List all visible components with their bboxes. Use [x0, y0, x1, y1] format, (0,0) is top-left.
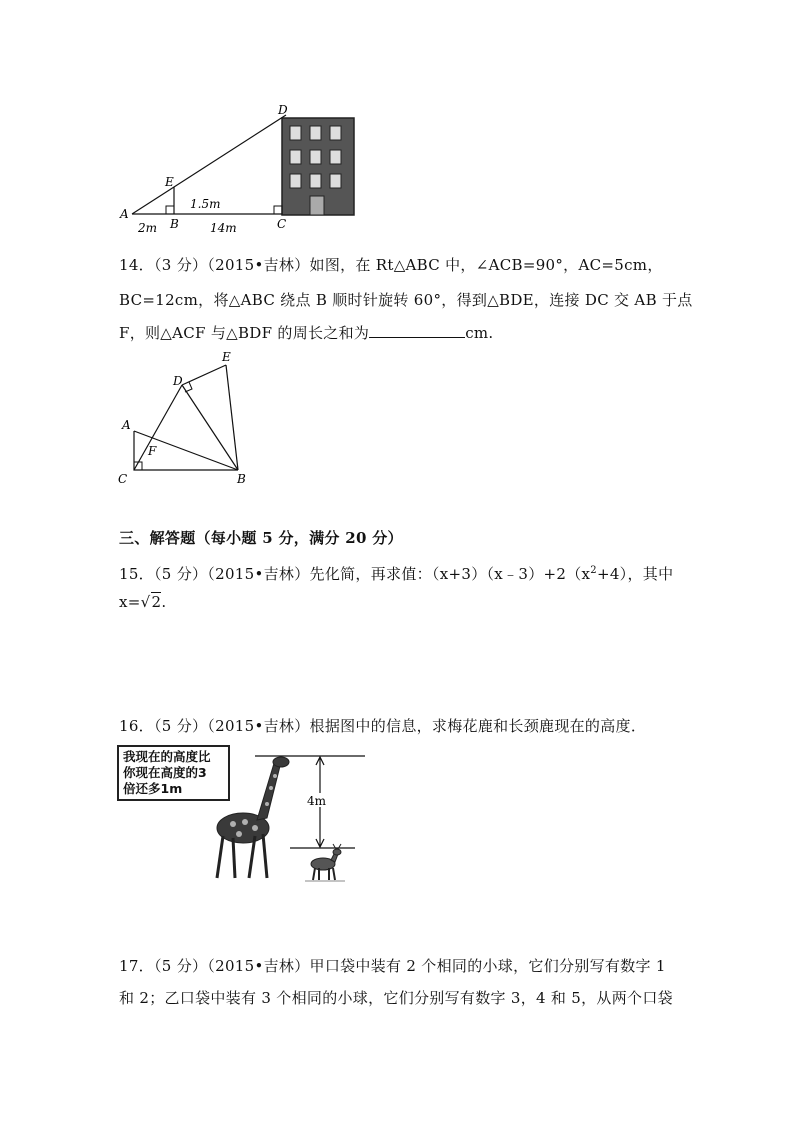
dimension-label: 4m	[307, 794, 327, 808]
q14-line1: 14．（3 分）（2015•吉林）如图，在 Rt△ABC 中，∠ACB=90°，AC=5cm，	[119, 256, 663, 274]
label-D: D	[173, 374, 183, 388]
length-EB: 1.5m	[190, 197, 221, 211]
q14-line3-text: F，则△ACF 与△BDF 的周长之和为	[119, 324, 370, 342]
length-AB: 2m	[138, 221, 158, 235]
q14-line3-unit: cm.	[465, 324, 494, 342]
speech-line-2: 你现在高度的3	[123, 765, 207, 780]
q14-line2: BC=12cm，将△ABC 绕点 B 顺时针旋转 60°，得到△BDE，连接 DC 交 AB 于点	[119, 291, 693, 309]
label-F: F	[148, 444, 157, 458]
speech-line-3: 倍还多1m	[123, 781, 183, 796]
q16-text: 16．（5 分）（2015•吉林）根据图中的信息，求梅花鹿和长颈鹿现在的高度．	[119, 717, 647, 735]
radical-sign: √	[140, 593, 151, 611]
giraffe-image	[217, 757, 289, 878]
label-A: A	[122, 418, 131, 432]
rotation-triangle-figure	[112, 345, 262, 490]
q15-period: .	[161, 593, 167, 611]
label-D: D	[278, 103, 288, 117]
radicand: 2	[151, 593, 162, 611]
q15-line1-text: 15．（5 分）（2015•吉林）先化简，再求值：（x+3）（x﹣3）+2（x	[119, 565, 591, 583]
length-BC: 14m	[210, 221, 237, 235]
q15-line1	[119, 561, 673, 584]
label-A: A	[120, 207, 129, 221]
building-triangle-figure	[110, 100, 370, 240]
q15-exponent: 2	[590, 565, 597, 576]
label-C: C	[118, 472, 128, 486]
label-B: B	[237, 472, 246, 486]
label-E: E	[222, 350, 231, 364]
label-E: E	[165, 175, 174, 189]
section-heading: 三、解答题（每小题 5 分，满分 20 分）	[119, 529, 403, 547]
label-C: C	[277, 217, 287, 231]
q15-line2	[119, 592, 166, 612]
deer-image	[311, 844, 341, 880]
speech-line-1: 我现在的高度比	[123, 749, 211, 764]
giraffe-deer-figure	[205, 748, 370, 888]
answer-blank[interactable]	[369, 323, 465, 338]
label-B: B	[170, 217, 179, 231]
q17-line1: 17．（5 分）（2015•吉林）甲口袋中装有 2 个相同的小球，它们分别写有数字 1	[119, 957, 666, 975]
q14-line3	[119, 323, 494, 343]
q15-x-equals: x=	[119, 593, 141, 611]
q17-line2: 和 2；乙口袋中装有 3 个相同的小球，它们分别写有数字 3，4 和 5，从两个口袋	[119, 989, 673, 1007]
q15-line1-end: +4），其中	[596, 565, 674, 583]
